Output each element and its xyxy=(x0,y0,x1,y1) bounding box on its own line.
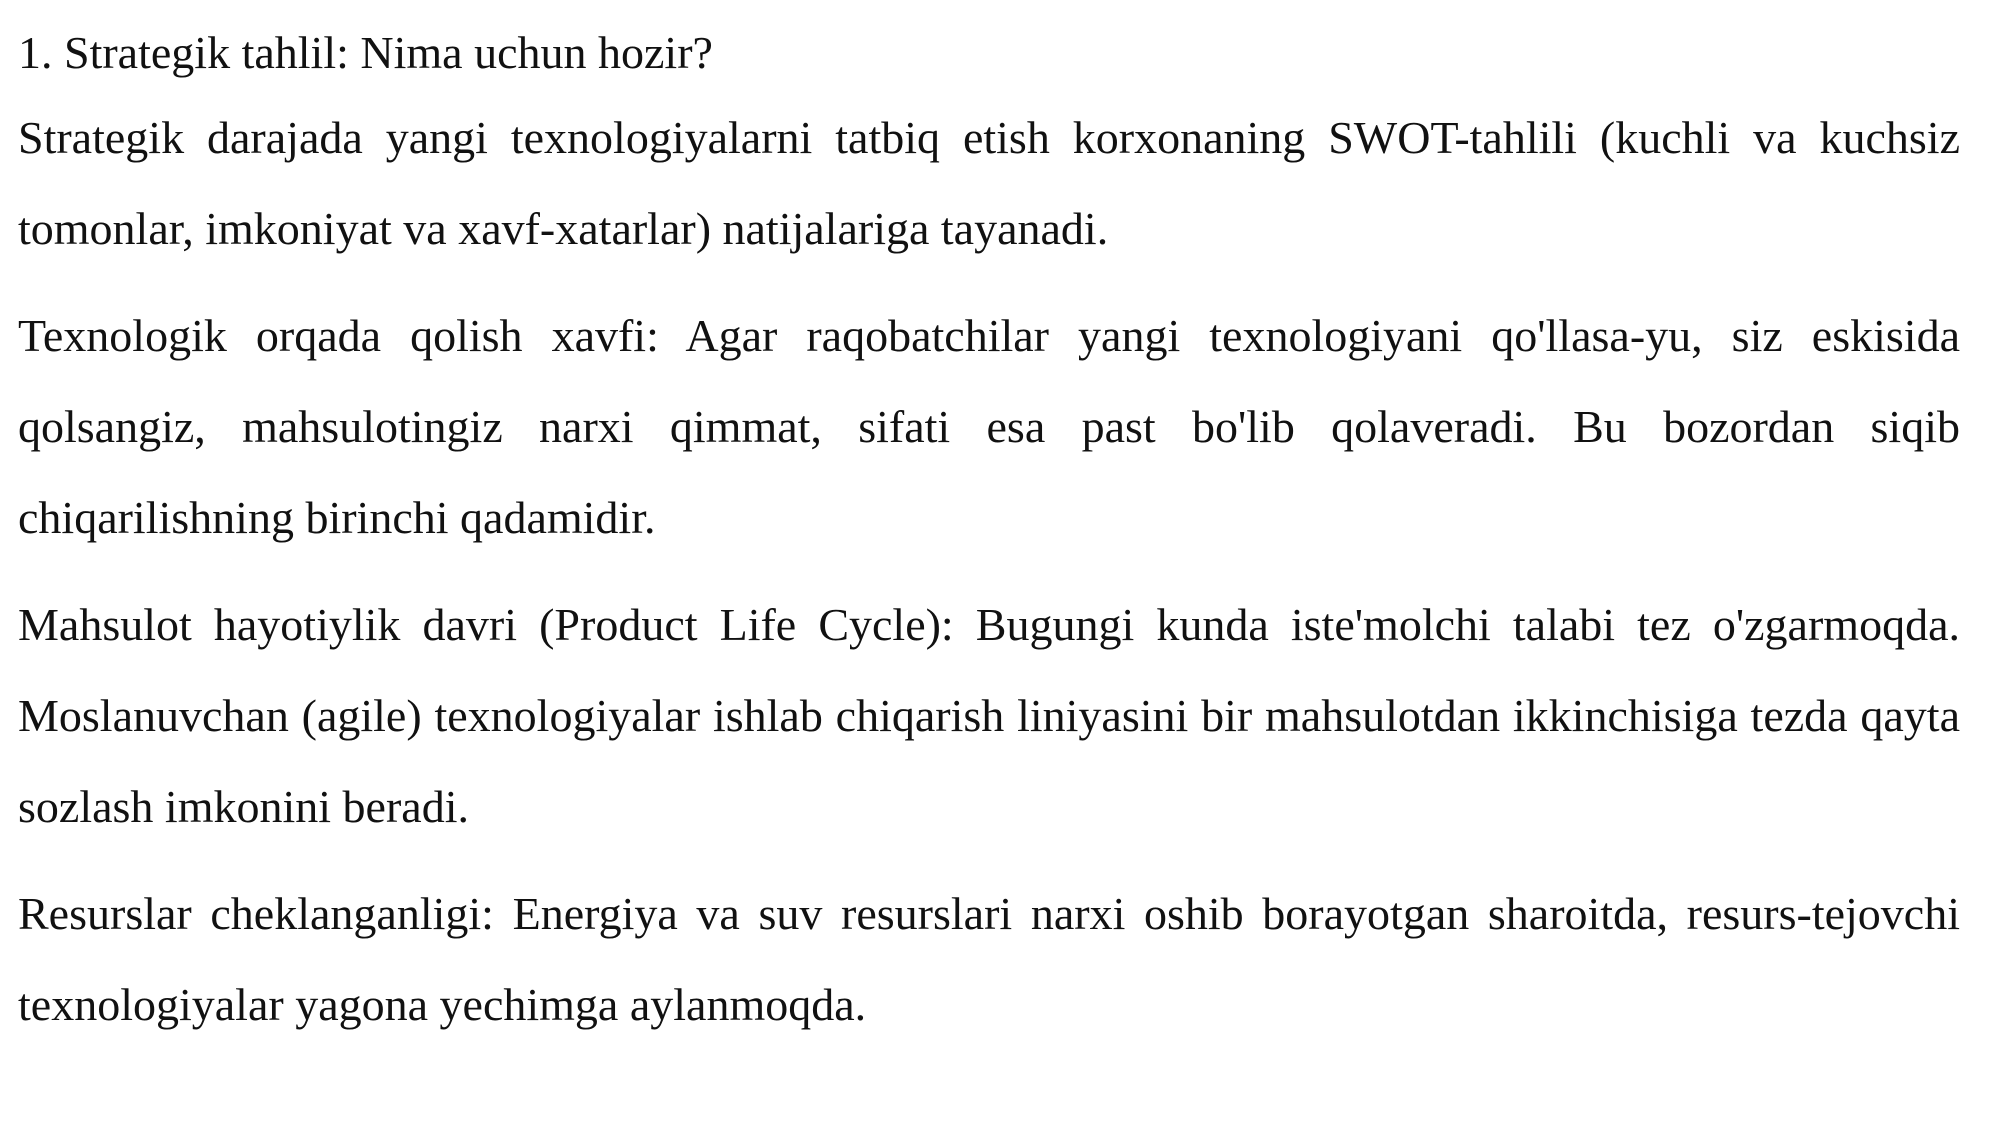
paragraph-swot: Strategik darajada yangi texnologiyalarni tatbiq etish korxonaning SWOT-tahlili (kuchli va kuchsiz tomonlar, imkoniyat va xavf-xatarlar) natijalariga tayanadi. xyxy=(18,112,1960,254)
paragraph-technological-lag: Texnologik orqada qolish xavfi: Agar raqobatchilar yangi texnologiyani qo'llasa-yu, siz eskisida qolsangiz, mahsulotingiz narxi qimmat, sifati esa past bo'lib qolaveradi. Bu bozordan siqib chiqarilishning birinchi qadamidir. xyxy=(18,310,1960,543)
paragraph-resource-limits: Resurslar cheklanganligi: Energiya va suv resurslari narxi oshib borayotgan sharoitda, resurs-tejovchi texnologiyalar yagona yechimga aylanmoqda. xyxy=(18,888,1960,1030)
section-title: 1. Strategik tahlil: Nima uchun hozir? xyxy=(18,27,713,78)
paragraph-product-life-cycle: Mahsulot hayotiylik davri (Product Life Cycle): Bugungi kunda iste'molchi talabi tez o'zgarmoqda. Moslanuvchan (agile) texnologiyalar ishlab chiqarish liniyasini bir mahsulotdan ikkinchisiga tezda qayta sozlash imkonini beradi. xyxy=(18,599,1960,832)
